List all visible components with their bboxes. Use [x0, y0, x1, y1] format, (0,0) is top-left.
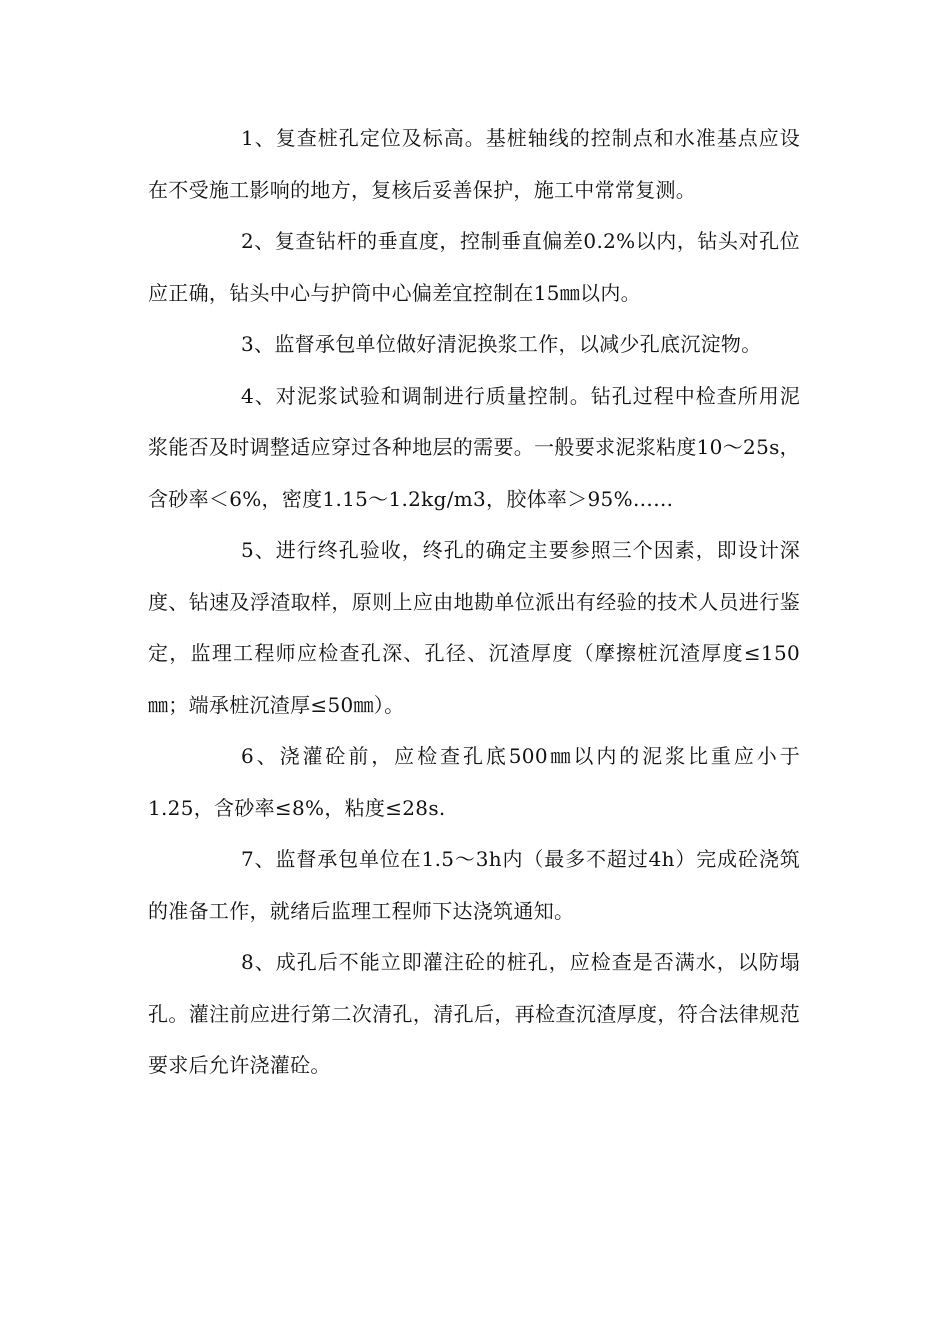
- paragraph-6: 6、浇灌砼前，应检查孔底500㎜以内的泥浆比重应小于1.25，含砂率≤8%，粘度≤28s.: [148, 744, 800, 820]
- paragraph-8: 8、成孔后不能立即灌注砼的桩孔，应检查是否满水，以防塌孔。灌注前应进行第二次清孔，清孔后，再检查沉渣厚度，符合法律规范要求后允许浇灌砼。: [148, 950, 800, 1077]
- paragraph-1: 1、复查桩孔定位及标高。基桩轴线的控制点和水准基点应设在不受施工影响的地方，复核后妥善保护，施工中常常复测。: [148, 126, 800, 202]
- document-body: [148, 113, 800, 1092]
- paragraph-4: 4、对泥浆试验和调制进行质量控制。钻孔过程中检查所用泥浆能否及时调整适应穿过各种地层的需要。一般要求泥浆粘度10～25s，含砂率＜6%，密度1.15～1.2kg/m3，胶体率＞95%……: [148, 383, 800, 511]
- paragraph-2: 2、复查钻杆的垂直度，控制垂直偏差0.2%以内，钻头对孔位应正确，钻头中心与护筒中心偏差宜控制在15㎜以内。: [148, 229, 800, 305]
- paragraph-5: 5、进行终孔验收，终孔的确定主要参照三个因素，即设计深度、钻速及浮渣取样，原则上应由地勘单位派出有经验的技术人员进行鉴定，监理工程师应检查孔深、孔径、沉渣厚度（摩擦桩沉渣厚度≤150㎜；端承桩沉渣厚≤50㎜）。: [148, 538, 800, 717]
- paragraph-3: 3、监督承包单位做好清泥换浆工作，以减少孔底沉淀物。: [241, 332, 762, 356]
- paragraph-7: 7、监督承包单位在1.5～3h内（最多不超过4h）完成砼浇筑的准备工作，就绪后监理工程师下达浇筑通知。: [148, 847, 800, 923]
